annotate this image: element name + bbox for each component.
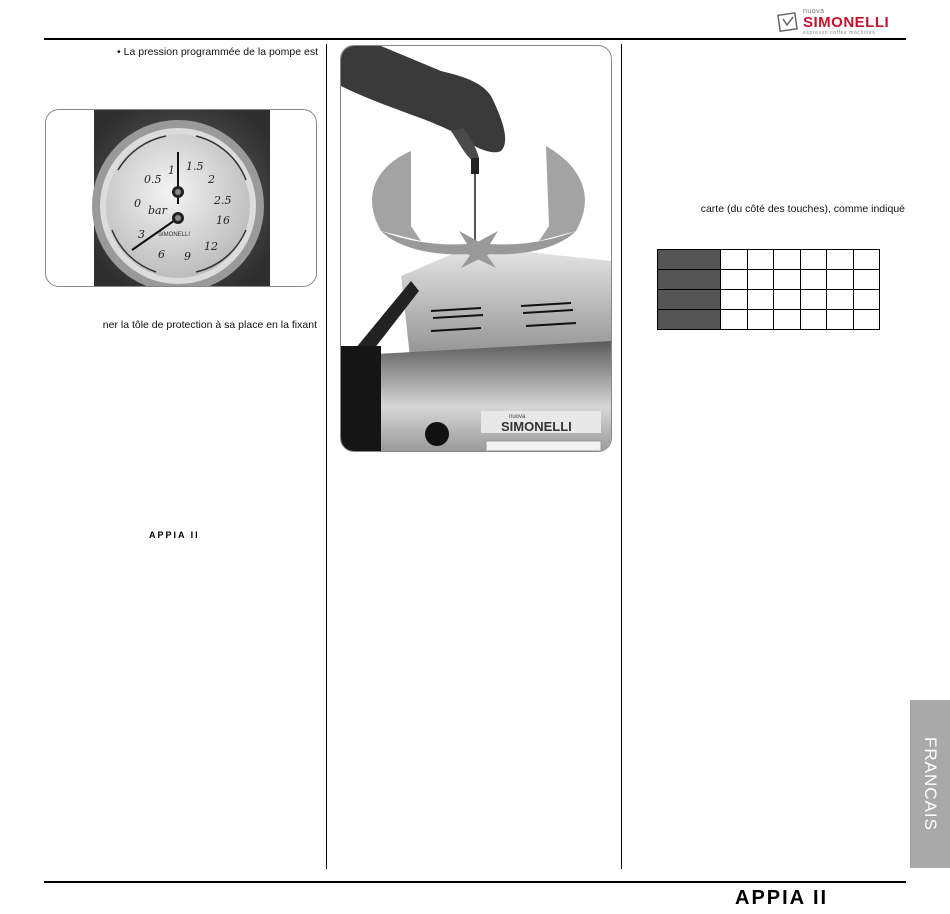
header-brand-logo [777, 8, 907, 36]
table-cell [774, 290, 801, 310]
header-rule [44, 38, 906, 40]
table-cell [658, 270, 721, 290]
table-cell [774, 250, 801, 270]
language-tab [910, 700, 950, 868]
table-cell [747, 290, 774, 310]
table-cell [800, 310, 827, 330]
settings-table [657, 249, 880, 330]
table-cell [827, 250, 854, 270]
svg-text:0.5: 0.5 [144, 173, 162, 186]
machine-brand-name: SIMONELLI [501, 419, 572, 434]
table-cell [800, 270, 827, 290]
pressure-gauge-image [46, 110, 316, 286]
pressure-gauge-photo [45, 109, 317, 287]
gauge-unit-label: bar [148, 204, 167, 217]
svg-text:9: 9 [184, 250, 191, 263]
svg-text:2: 2 [208, 173, 215, 186]
table-cell [747, 250, 774, 270]
brand-name: SIMONELLI [803, 14, 890, 31]
brand-emblem-icon [777, 11, 799, 33]
brand-tagline: espresso coffee machines [803, 30, 876, 36]
svg-text:0: 0 [134, 197, 141, 210]
machine-adjustment-image [341, 46, 611, 451]
left-paragraph-2: ner la tôle de protection à sa place en la fixant [102, 319, 317, 331]
table-cell [721, 290, 748, 310]
table-row [658, 290, 880, 310]
machine-brand-prefix: nuova [509, 414, 526, 420]
gauge-maker-label: SIMONELLI [158, 232, 191, 238]
table-cell [827, 270, 854, 290]
table-cell [721, 250, 748, 270]
table-cell [827, 310, 854, 330]
table-cell [658, 250, 721, 270]
table-cell [853, 250, 880, 270]
table-cell [827, 290, 854, 310]
table-cell [721, 310, 748, 330]
svg-text:2.5: 2.5 [214, 194, 232, 207]
table-cell [747, 270, 774, 290]
table-cell [774, 310, 801, 330]
column-divider-left [326, 44, 327, 869]
table-cell [853, 310, 880, 330]
table-cell [658, 290, 721, 310]
table-cell [747, 310, 774, 330]
brand-prefix: nuova [803, 8, 825, 15]
svg-text:6: 6 [158, 248, 165, 261]
right-paragraph-1: carte (du côté des touches), comme indiqué [700, 203, 905, 215]
svg-text:16: 16 [216, 214, 230, 227]
svg-text:3: 3 [138, 228, 145, 241]
machine-adjustment-photo [340, 45, 612, 452]
left-paragraph-1: • La pression programmée de la pompe est [117, 46, 318, 58]
table-row [658, 250, 880, 270]
left-product-logo: APPIA II [149, 530, 200, 540]
table-cell [774, 270, 801, 290]
svg-text:1.5: 1.5 [186, 160, 204, 173]
table-cell [800, 290, 827, 310]
language-tab-label: FRANCAIS [921, 737, 940, 831]
table-cell [853, 290, 880, 310]
table-cell [853, 270, 880, 290]
table-row [658, 310, 880, 330]
footer-product-logo: APPIA II [735, 887, 829, 909]
table-cell [658, 310, 721, 330]
svg-text:12: 12 [204, 240, 218, 253]
column-divider-right [621, 44, 622, 869]
footer-rule [44, 881, 906, 883]
table-row [658, 270, 880, 290]
table-cell [800, 250, 827, 270]
table-cell [721, 270, 748, 290]
svg-text:1: 1 [168, 164, 175, 177]
